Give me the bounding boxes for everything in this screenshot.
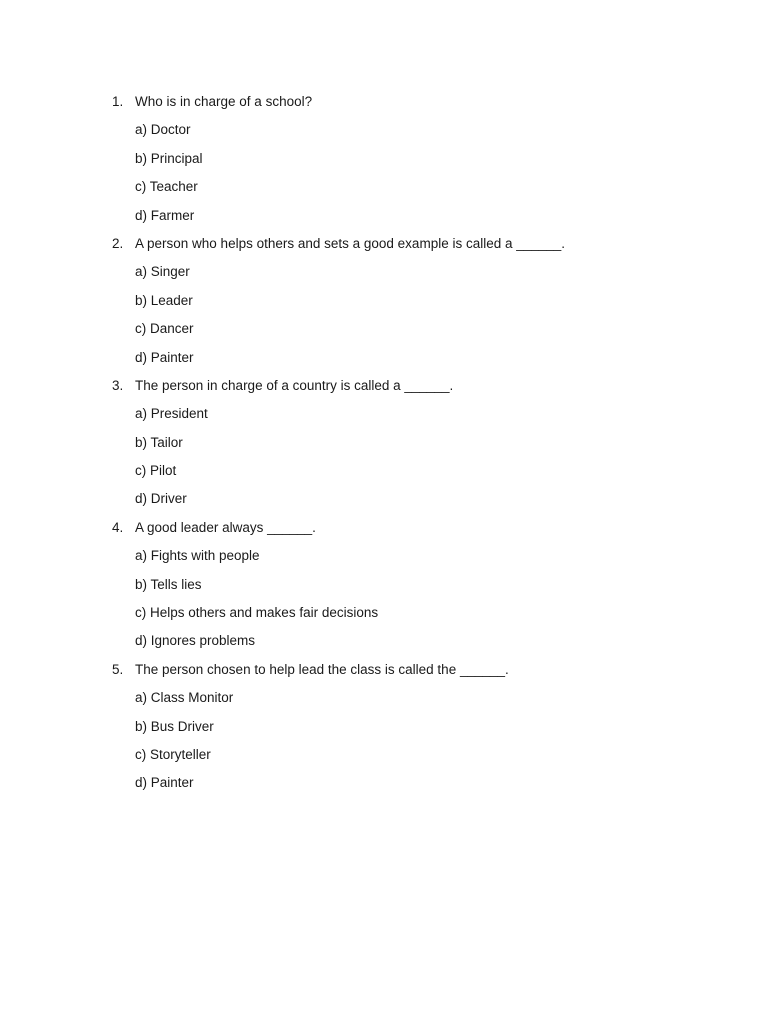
question-1 xyxy=(112,91,712,233)
answer-option: b) Bus Driver xyxy=(135,718,214,734)
answer-option: d) Painter xyxy=(135,349,194,365)
question-text: The person chosen to help lead the class is called the ______. xyxy=(135,661,509,677)
answer-option: c) Storyteller xyxy=(135,746,211,762)
question-row xyxy=(112,517,712,545)
answer-option: b) Tailor xyxy=(135,434,183,450)
answer-option: b) Tells lies xyxy=(135,576,202,592)
answer-option: c) Teacher xyxy=(135,179,198,195)
answer-option: c) Helps others and makes fair decisions xyxy=(135,605,379,621)
question-text: The person in charge of a country is called a ______. xyxy=(135,377,454,393)
answer-option: c) Pilot xyxy=(135,463,177,479)
question-text: A person who helps others and sets a good example is called a ______. xyxy=(135,235,566,251)
question-row xyxy=(112,91,712,119)
question-5 xyxy=(112,659,712,801)
question-row xyxy=(112,233,712,261)
question-2 xyxy=(112,233,712,375)
answer-option: b) Leader xyxy=(135,292,193,308)
question-4 xyxy=(112,517,712,659)
answer-option: c) Dancer xyxy=(135,321,194,337)
question-text: A good leader always ______. xyxy=(135,519,316,535)
answer-option: d) Farmer xyxy=(135,207,195,223)
question-number: 2. xyxy=(112,235,124,251)
answer-option: d) Painter xyxy=(135,775,194,791)
answer-option: d) Driver xyxy=(135,491,187,507)
answer-option: a) Doctor xyxy=(135,122,191,138)
question-number: 4. xyxy=(112,519,124,535)
answer-option: d) Ignores problems xyxy=(135,633,256,649)
answer-option: a) Class Monitor xyxy=(135,690,234,706)
question-3 xyxy=(112,375,712,517)
quiz-list xyxy=(112,91,712,801)
answer-option: a) President xyxy=(135,406,208,422)
question-row xyxy=(112,659,712,687)
question-number: 1. xyxy=(112,94,124,109)
answer-option: b) Principal xyxy=(135,150,203,166)
question-text: Who is in charge of a school? xyxy=(135,94,313,109)
question-number: 5. xyxy=(112,661,124,677)
question-row xyxy=(112,375,712,403)
answer-option: a) Singer xyxy=(135,264,190,280)
question-number: 3. xyxy=(112,377,124,393)
answer-option: a) Fights with people xyxy=(135,548,260,564)
